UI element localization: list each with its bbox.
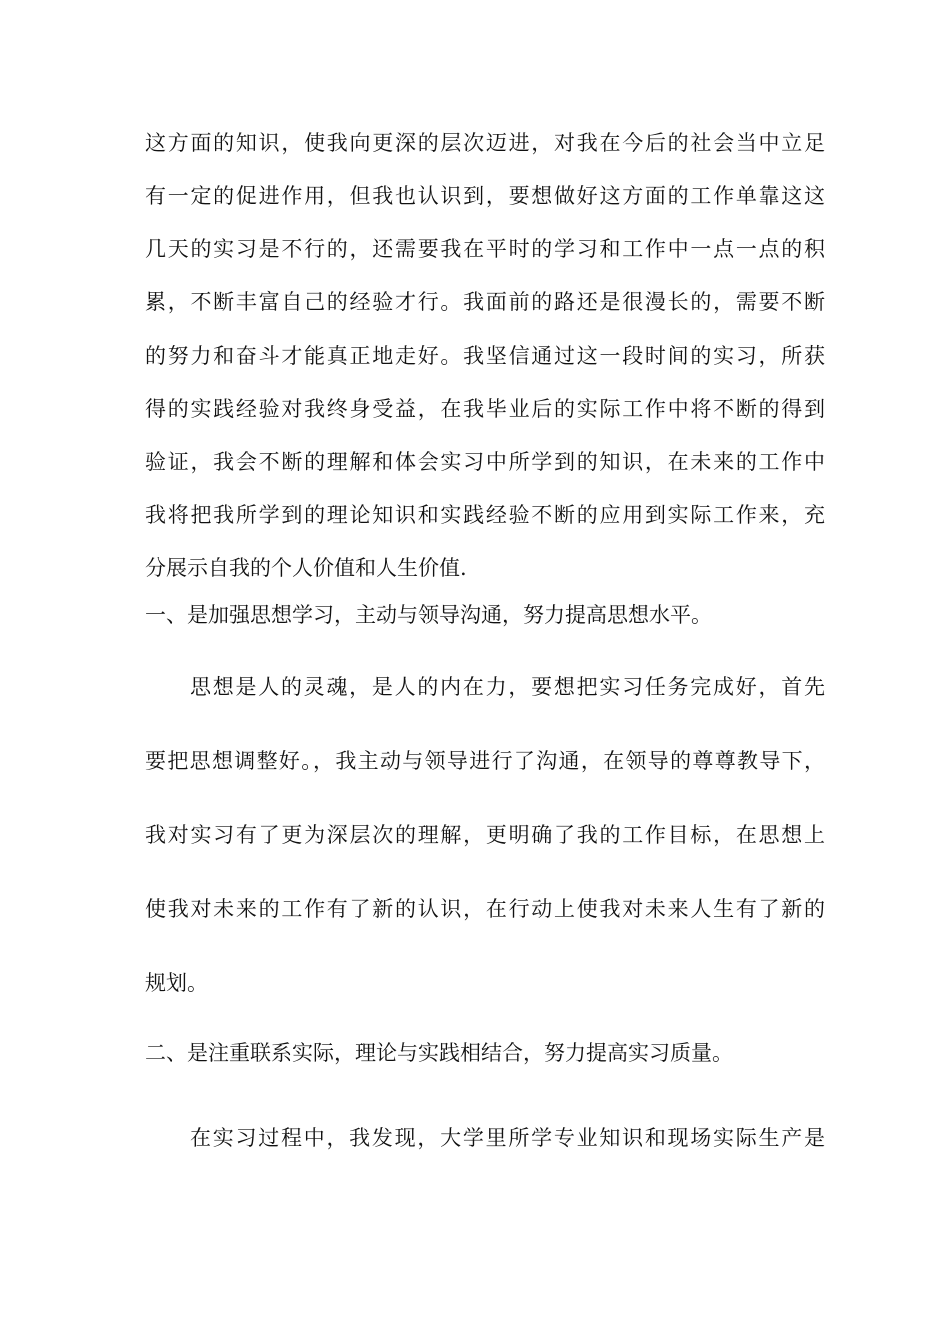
- paragraph-1-line-7: 验证，我会不断的理解和体会实习中所学到的知识，在未来的工作中: [145, 450, 825, 474]
- paragraph-2-line-5: 规划。: [145, 971, 208, 995]
- paragraph-2-line-3: 我对实习有了更为深层次的理解，更明确了我的工作目标，在思想上: [145, 823, 825, 847]
- paragraph-2-line-1: 思想是人的灵魂，是人的内在力，要想把实习任务完成好，首先: [190, 675, 825, 699]
- paragraph-2-line-4: 使我对未来的工作有了新的认识，在行动上使我对未来人生有了新的: [145, 897, 825, 921]
- paragraph-1-line-8: 我将把我所学到的理论知识和实践经验不断的应用到实际工作来，充: [145, 503, 825, 527]
- paragraph-3-line-1: 在实习过程中，我发现，大学里所学专业知识和现场实际生产是: [190, 1126, 825, 1150]
- paragraph-1-line-3: 几天的实习是不行的，还需要我在平时的学习和工作中一点一点的积: [145, 237, 825, 261]
- paragraph-1-line-5: 的努力和奋斗才能真正地走好。我坚信通过这一段时间的实习，所获: [145, 344, 825, 368]
- paragraph-1-line-9: 分展示自我的个人价值和人生价值.: [145, 556, 467, 580]
- paragraph-1-line-2: 有一定的促进作用，但我也认识到，要想做好这方面的工作单靠这这: [145, 184, 825, 208]
- paragraph-2-line-2: 要把思想调整好。，我主动与领导进行了沟通，在领导的尊尊教导下，: [145, 749, 825, 773]
- paragraph-1-line-4: 累，不断丰富自己的经验才行。我面前的路还是很漫长的，需要不断: [145, 290, 825, 314]
- paragraph-1-line-6: 得的实践经验对我终身受益，在我毕业后的实际工作中将不断的得到: [145, 397, 825, 421]
- section-heading-1: 一、是加强思想学习，主动与领导沟通，努力提高思想水平。: [145, 603, 712, 627]
- section-heading-2: 二、是注重联系实际，理论与实践相结合，努力提高实习质量。: [145, 1041, 733, 1065]
- paragraph-1-line-1: 这方面的知识，使我向更深的层次迈进，对我在今后的社会当中立足: [145, 131, 825, 155]
